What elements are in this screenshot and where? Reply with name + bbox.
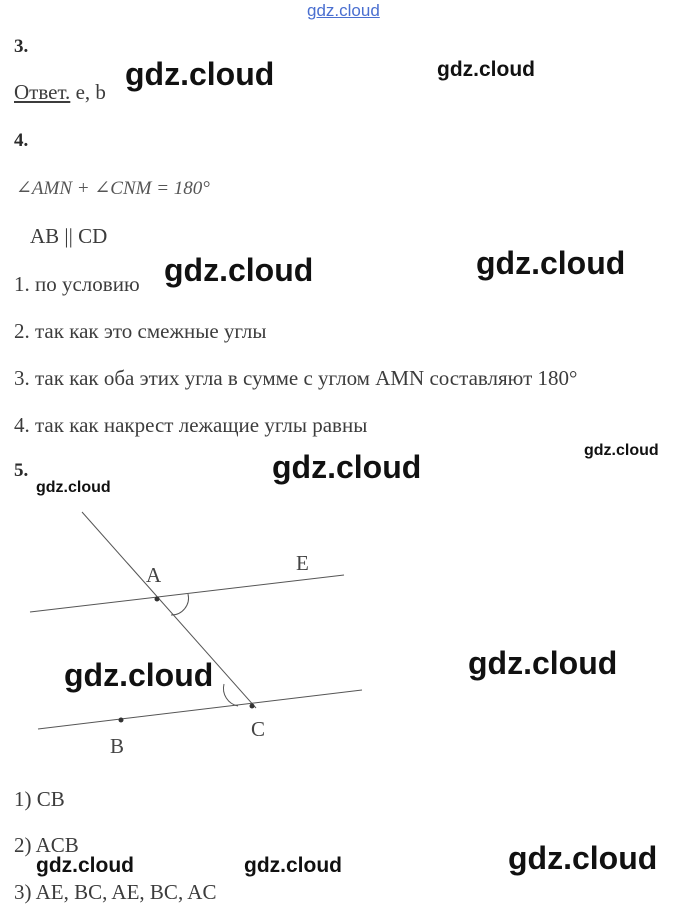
label-C: C — [251, 717, 266, 741]
label-A: A — [146, 563, 162, 587]
label-E: E — [296, 551, 309, 575]
task-3-answer — [14, 80, 106, 105]
watermark: gdz.cloud — [508, 840, 658, 876]
answer-value: e, b — [70, 80, 106, 104]
geometry-figure — [0, 500, 400, 770]
parallel-statement: AB || CD — [30, 224, 108, 248]
watermark: gdz.cloud — [36, 479, 111, 496]
point-B — [119, 718, 124, 723]
task-3-number: 3. — [14, 36, 29, 57]
watermark: gdz.cloud — [584, 442, 659, 459]
point-C — [250, 704, 255, 709]
transversal-line — [82, 512, 256, 708]
angle-arc-A — [171, 594, 188, 615]
line-AE — [30, 575, 344, 612]
angle-sum-formula: ∠AMN + ∠CNM = 180° — [16, 178, 210, 199]
watermark: gdz.cloud — [244, 854, 342, 877]
answer-2: 2) ACB — [14, 833, 79, 857]
watermark: gdz.cloud — [164, 252, 314, 288]
angle-arc-C — [223, 684, 238, 706]
label-B: B — [110, 734, 125, 758]
answer-3: 3) AE, BC, AE, BC, AC — [14, 880, 217, 904]
answer-label: Ответ. — [14, 80, 71, 104]
step-1: 1. по условию — [14, 272, 140, 296]
watermark: gdz.cloud — [468, 645, 618, 681]
point-A — [155, 597, 160, 602]
watermark: gdz.cloud — [272, 449, 422, 485]
answer-1: 1) CB — [14, 787, 65, 811]
step-3: 3. так как оба этих угла в сумме с углом AMN составляют 180° — [14, 366, 578, 390]
watermark: gdz.cloud — [476, 245, 626, 281]
task-5-number: 5. — [14, 460, 29, 481]
watermark: gdz.cloud — [125, 56, 275, 92]
watermark-top[interactable]: gdz.cloud — [307, 1, 380, 20]
watermark: gdz.cloud — [64, 657, 214, 693]
watermark: gdz.cloud — [437, 58, 535, 81]
line-BC — [38, 690, 362, 729]
step-2: 2. так как это смежные углы — [14, 319, 267, 343]
task-4-number: 4. — [14, 130, 29, 151]
watermark: gdz.cloud — [36, 854, 134, 877]
step-4: 4. так как накрест лежащие углы равны — [14, 413, 368, 437]
